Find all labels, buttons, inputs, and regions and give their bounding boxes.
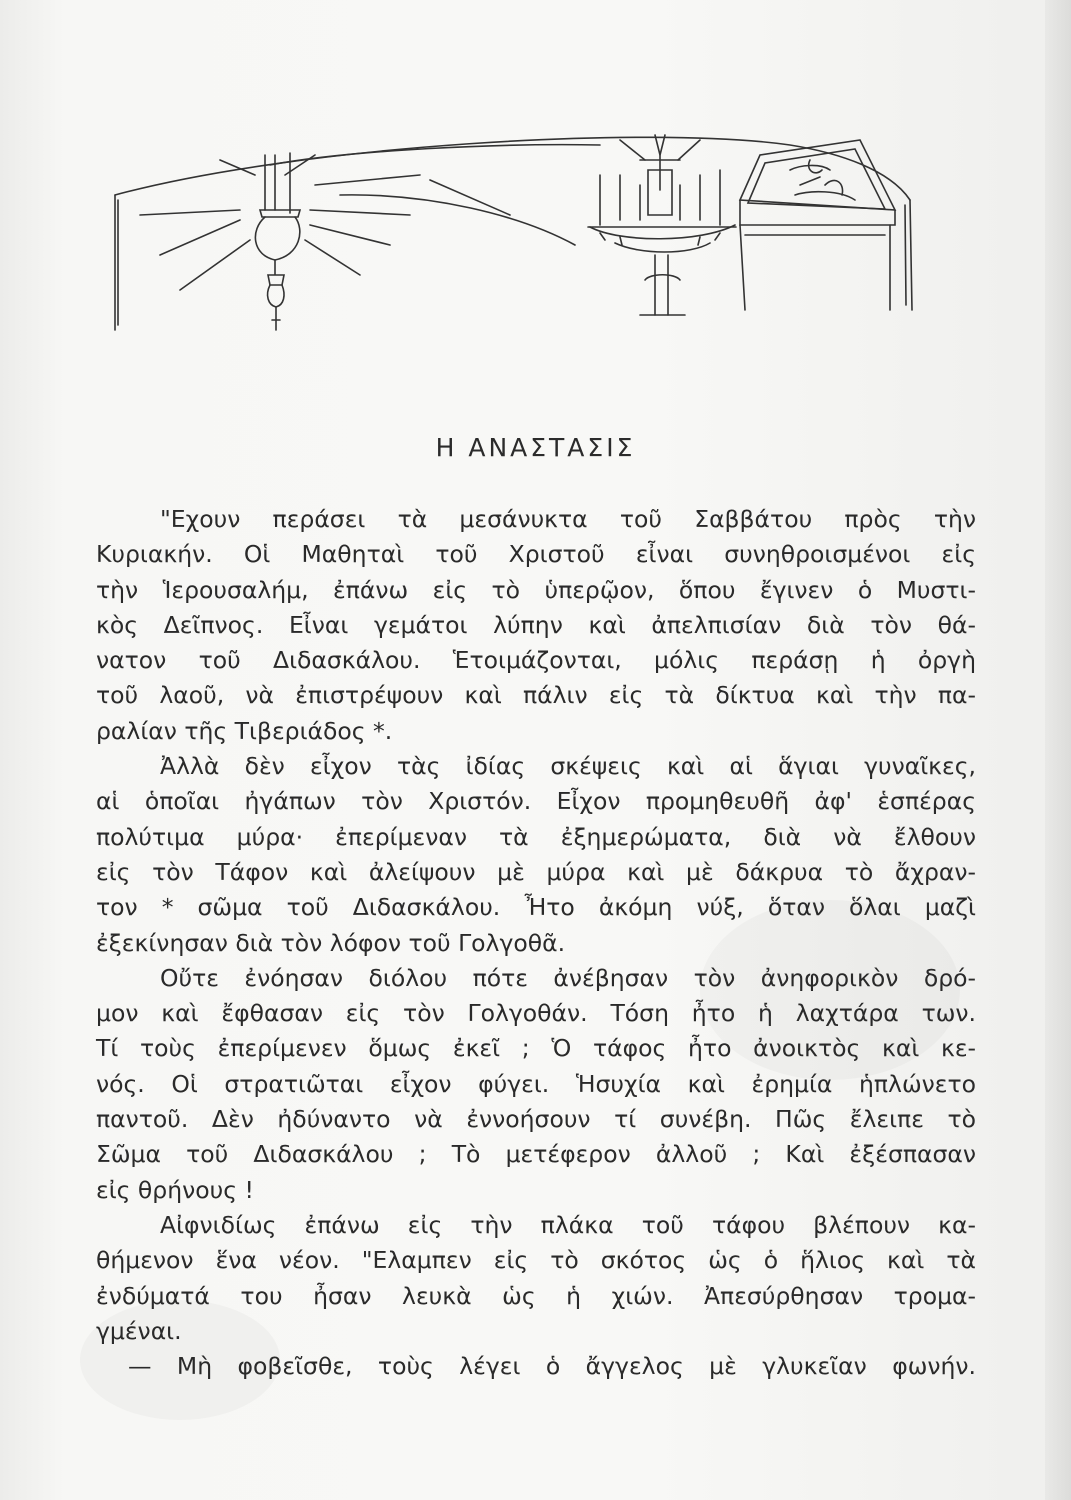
text-line: τὴν Ἱερουσαλήμ, ἐπάνω εἰς τὸ ὑπερῷον, ὅπου ἔγινεν ὁ Μυστι- (96, 575, 976, 604)
text-line: Οὔτε ἐνόησαν διόλου πότε ἀνέβησαν τὸν ἀνηφορικὸν δρό- (160, 963, 976, 992)
text-line: κὸς Δεῖπνος. Εἶναι γεμάτοι λύπην καὶ ἀπελπισίαν διὰ τὸν θά- (96, 610, 976, 639)
text-line: εἰς τὸν Τάφον καὶ ἀλείψουν μὲ μύρα καὶ μὲ δάκρυα τὸ ἄχραν- (96, 857, 976, 886)
text-line: ραλίαν τῆς Τιβεριάδος *. (96, 716, 393, 745)
text-line: "Εχουν περάσει τὰ μεσάνυκτα τοῦ Σαββάτου πρὸς τὴν (160, 505, 976, 533)
text-line: νός. Οἱ στρατιῶται εἶχον φύγει. Ἡσυχία καὶ ἐρημία ἡπλώνετο (96, 1069, 976, 1098)
header-illustration (100, 115, 930, 360)
page-edge (1045, 0, 1071, 1500)
vault-arch (115, 137, 910, 200)
text-line: μον καὶ ἔφθασαν εἰς τὸν Γολγοθάν. Τόση ἦτο ἡ λαχτάρα των. (96, 999, 976, 1028)
text-line: ἐνδύματά του ἦσαν λευκὰ ὡς ἡ χιών. Ἀπεσύρθησαν τρομα- (96, 1281, 976, 1310)
text-line: Τί τοὺς ἐπερίμενεν ὅμως ἐκεῖ ; Ὁ τάφος ἦτο ἀνοικτὸς καὶ κε- (96, 1034, 976, 1063)
text-line: Ἀλλὰ δὲν εἶχον τὰς ἰδίας σκέψεις καὶ αἱ ἅγιαι γυναῖκες, (160, 752, 976, 781)
body-text (96, 502, 976, 1384)
text-line: τον * σῶμα τοῦ Διδασκάλου. Ἦτο ἀκόμη νύξ, ὅταν ὅλαι μαζὶ (96, 893, 976, 922)
icon-on-stand-icon (740, 140, 895, 310)
dialogue-line: — Μὴ φοβεῖσθε, τοὺς λέγει ὁ ἄγγελος μὲ γλυκεῖαν φωνήν. (128, 1352, 976, 1381)
text-line: θήμενον ἕνα νέον. "Ελαμπεν εἰς τὸ σκότος ὡς ὁ ἥλιος καὶ τὰ (96, 1246, 976, 1275)
text-line: ἐξεκίνησαν διὰ τὸν λόφον τοῦ Γολγοθᾶ. (96, 928, 566, 957)
chapter-title: Η ΑΝΑΣΤΑΣΙΣ (435, 433, 636, 462)
text-line: Αἰφνιδίως ἐπάνω εἰς τὴν πλάκα τοῦ τάφου βλέπουν κα- (160, 1210, 976, 1239)
text-line: πολύτιμα μύρα· ἐπερίμεναν τὰ ἐξημερώματα, διὰ νὰ ἔλθουν (96, 822, 976, 851)
text-line: τοῦ λαοῦ, νὰ ἐπιστρέψουν καὶ πάλιν εἰς τὰ δίκτυα καὶ τὴν πα- (96, 681, 976, 710)
text-line: νατον τοῦ Διδασκάλου. Ἑτοιμάζονται, μόλις περάσῃ ἡ ὀργὴ (96, 646, 976, 675)
candelabrum-icon (588, 135, 736, 315)
text-line: εἰς θρήνους ! (96, 1175, 254, 1204)
text-line: Σῶμα τοῦ Διδασκάλου ; Τὸ μετέφερον ἀλλοῦ ; Καὶ ἐξέσπασαν (96, 1140, 976, 1169)
text-line: γμέναι. (96, 1316, 182, 1345)
text-line: παντοῦ. Δὲν ἠδύναντο νὰ ἐννοήσουν τί συνέβη. Πῶς ἔλειπε τὸ (96, 1105, 976, 1134)
text-line: αἱ ὁποῖαι ἠγάπων τὸν Χριστόν. Εἶχον προμηθευθῆ ἀφ' ἑσπέρας (96, 787, 976, 816)
text-line: Κυριακήν. Οἱ Μαθηταὶ τοῦ Χριστοῦ εἶναι συνηθροισμένοι εἰς (96, 540, 976, 569)
